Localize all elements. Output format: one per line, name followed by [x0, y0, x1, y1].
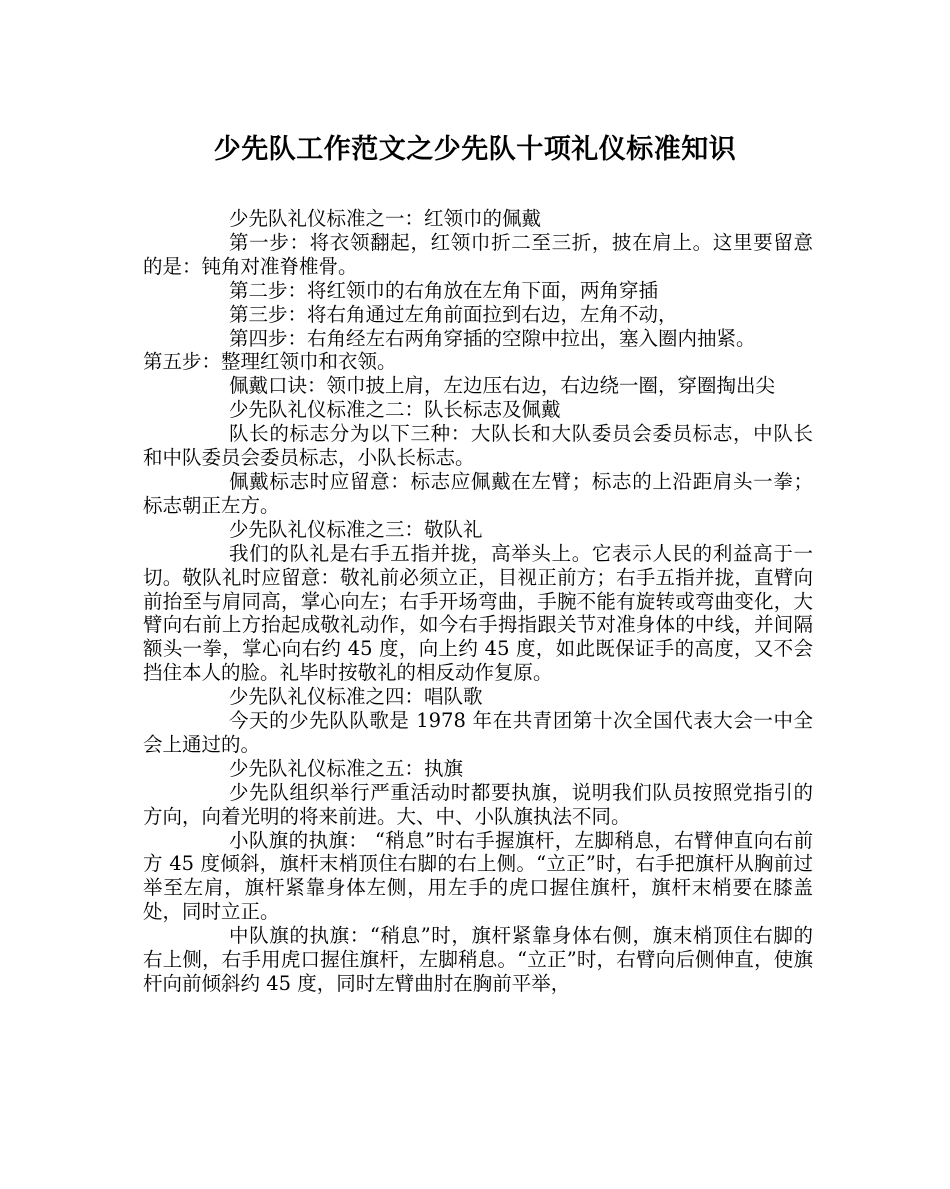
- paragraph-section-4-heading: 少先队礼仪标准之四：唱队歌: [229, 685, 483, 709]
- paragraph-salute: 我们的队礼是右手五指并拢，高举头上。它表示人民的利益高于一切。敬队礼时应留意：敬礼前必须立正，目视正前方；右手五指并拢，直臂向前抬至与肩同高，掌心向左；右手开场弯曲，手腕不能有旋转或弯曲变化，大臂向右前上方抬起成敬礼动作，如今右手拇指跟关节对准身体的中线，并间隔额头一拳，掌心向右约 45 度，向上约 45 度，如此既保证手的高度，又不会挡住本人的脸。礼毕时按敬礼的相反动作复原。: [143, 541, 813, 685]
- paragraph-squadron-flag: 中队旗的执旗：“稍息”时，旗杆紧靠身体右侧，旗末梢顶住右脚的右上侧，右手用虎口握住旗杆，左脚稍息。“立正”时，右臂向后侧伸直，使旗杆向前倾斜约 45 度，同时左臂曲肘在胸前平举，: [143, 924, 813, 995]
- paragraph-badge-notes: 佩戴标志时应留意：标志应佩戴在左臂；标志的上沿距肩头一拳；标志朝正左方。: [143, 469, 813, 517]
- paragraph-flag-intro: 少先队组织举行严重活动时都要执旗，说明我们队员按照党指引的方向，向着光明的将来前进。大、中、小队旗执法不同。: [143, 780, 813, 828]
- paragraph-leader-badges: 队长的标志分为以下三种：大队长和大队委员会委员标志，中队长和中队委员会委员标志，小队长标志。: [143, 422, 813, 470]
- paragraph-step-2: 第二步：将红领巾的右角放在左角下面，两角穿插: [229, 278, 659, 302]
- document-title: 少先队工作范文之少先队十项礼仪标准知识: [213, 134, 737, 165]
- paragraph-small-team-flag: 小队旗的执旗： “稍息”时右手握旗杆，左脚稍息，右臂伸直向右前方 45 度倾斜，旗杆末梢顶住右脚的右上侧。“立正”时，右手把旗杆从胸前过举至左肩，旗杆紧靠身体左侧，用左手的虎口握住旗杆，旗杆末梢要在膝盖处，同时立正。: [143, 828, 813, 924]
- paragraph-step-4: 第四步：右角经左右两角穿插的空隙中拉出，塞入圈内抽紧。: [229, 326, 756, 350]
- paragraph-wearing-rhyme: 佩戴口诀：领巾披上肩，左边压右边，右边绕一圈，穿圈掏出尖: [229, 374, 776, 398]
- paragraph-section-5-heading: 少先队礼仪标准之五：执旗: [229, 756, 464, 780]
- paragraph-anthem: 今天的少先队队歌是 1978 年在共青团第十次全国代表大会一中全会上通过的。: [143, 709, 813, 756]
- paragraph-step-5: 第五步：整理红领巾和衣领。: [143, 350, 397, 374]
- document-body: [143, 207, 813, 996]
- paragraph-section-3-heading: 少先队礼仪标准之三：敬队礼: [229, 517, 483, 541]
- paragraph-step-3: 第三步：将右角通过左角前面拉到右边，左角不动，: [229, 302, 678, 326]
- paragraph-section-2-heading: 少先队礼仪标准之二：队长标志及佩戴: [229, 398, 561, 422]
- paragraph-section-1-heading: 少先队礼仪标准之一：红领巾的佩戴: [229, 207, 542, 230]
- paragraph-step-1: 第一步：将衣领翻起，红领巾折二至三折，披在肩上。这里要留意的是：钝角对准脊椎骨。: [143, 230, 813, 278]
